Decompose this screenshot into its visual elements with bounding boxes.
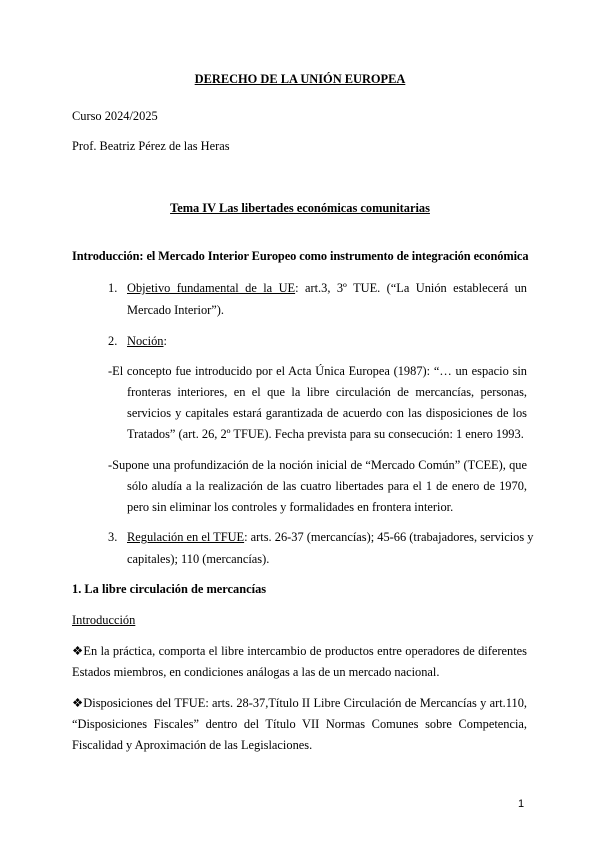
section-1-heading: 1. La libre circulación de mercancías <box>72 582 267 596</box>
common-market-paragraph-line-3: pero sin eliminar los controles y formalidades en frontera interior. <box>127 500 454 514</box>
list-item-3-number: 3. <box>108 530 118 544</box>
list-item-1-line-1 <box>127 282 527 294</box>
course-title: DERECHO DE LA UNIÓN EUROPEA <box>194 72 406 86</box>
intro-heading: Introducción: el Mercado Interior Europeo como instrumento de integración económica <box>72 249 529 263</box>
list-item-3-label: Regulación en el TFUE <box>127 530 245 544</box>
list-item-3-text: : arts. 26-37 (mercancías); 45-66 (trabajadores, servicios y <box>244 530 534 544</box>
page-number: 1 <box>518 798 525 810</box>
list-item-3-line-2: capitales); 110 (mercancías). <box>127 552 270 566</box>
list-item-1-label: Objetivo fundamental de la UE <box>127 281 296 295</box>
list-item-1-line-2: Mercado Interior”). <box>127 303 225 317</box>
list-item-2-number: 2. <box>108 334 118 348</box>
list-item-2-line <box>127 335 167 347</box>
provisions-paragraph-line-3: Fiscalidad y Aproximación de las Legislaciones. <box>72 738 313 752</box>
common-market-paragraph-line-2: sólo aludía a la realización de las cuatro libertades para el 1 de enero de 1970, <box>127 479 527 493</box>
list-item-1-number: 1. <box>108 281 118 295</box>
course-year: Curso 2024/2025 <box>72 109 158 123</box>
concept-paragraph-line-4: Tratados” (art. 26, 2º TFUE). Fecha prevista para su consecución: 1 enero 1993. <box>127 427 524 441</box>
section-1-subheading: Introducción <box>72 613 136 627</box>
provisions-paragraph-line-1: ❖Disposiciones del TFUE: arts. 28-37,Título II Libre Circulación de Mercancías y art.110, <box>72 696 527 710</box>
concept-paragraph-line-1: -El concepto fue introducido por el Acta Única Europea (1987): “… un espacio sin <box>108 364 527 378</box>
professor-name: Prof. Beatriz Pérez de las Heras <box>72 139 230 153</box>
practice-paragraph-line-1: ❖En la práctica, comporta el libre intercambio de productos entre operadores de diferentes <box>72 644 527 658</box>
list-item-2-label: Noción <box>127 334 164 348</box>
common-market-paragraph-line-1: -Supone una profundización de la noción inicial de “Mercado Común” (TCEE), que <box>108 458 527 472</box>
list-item-2-text: : <box>163 334 167 348</box>
list-item-3-line-1 <box>127 530 534 544</box>
concept-paragraph-line-3: servicios y capitales estará garantizada de acuerdo con las disposiciones de los <box>127 406 527 420</box>
concept-paragraph-line-2: fronteras interiores, en el que la libre circulación de mercancías, personas, <box>127 385 527 399</box>
provisions-paragraph-line-2: “Disposiciones Fiscales” dentro del Título VII Normas Comunes sobre Competencia, <box>72 717 527 731</box>
topic-title: Tema IV Las libertades económicas comunitarias <box>170 201 430 215</box>
list-item-1-text: : art.3, 3º TUE. (“La Unión establecerá un <box>295 281 527 295</box>
practice-paragraph-line-2: Estados miembros, en condiciones análogas a las de un mercado nacional. <box>72 665 440 679</box>
